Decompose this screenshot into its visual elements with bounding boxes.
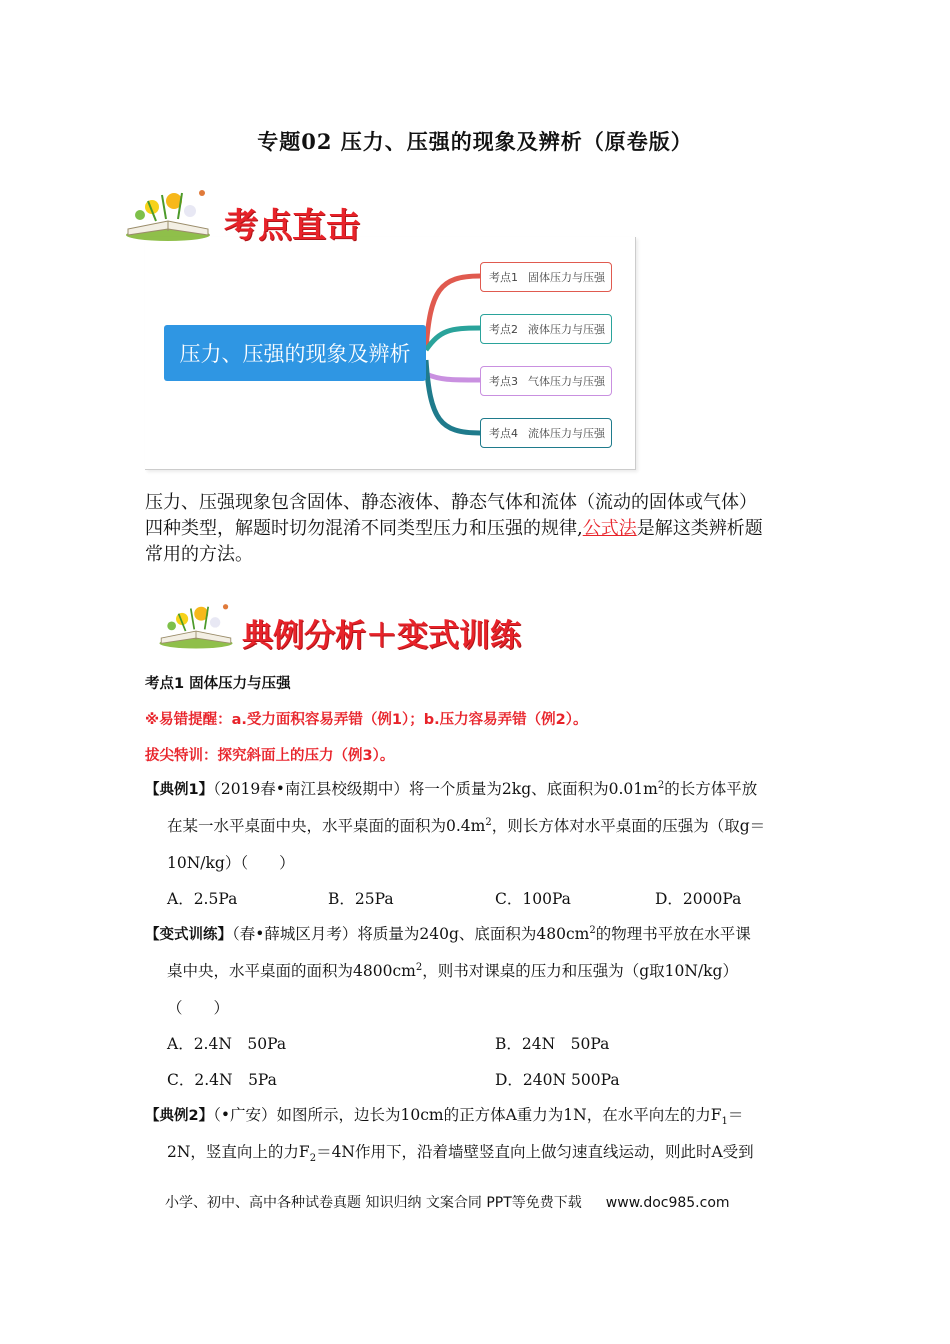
example2-line-2: 2N，竖直向上的力$F_2=4N$作用下，沿着墙壁竖直向上做匀速直线运动，则此时A受到 <box>167 1143 754 1165</box>
example2-line-1: 【典例2】（•广安）如图所示，边长为10cm的正方体A重力为1N，在水平向左的力$F_1=$ <box>145 1106 744 1128</box>
intro-line-1: 压力、压强现象包含固体、静态液体、静态气体和流体（流动的固体或气体） <box>145 492 757 513</box>
variant-tag: 【变式训练】 <box>145 927 232 943</box>
section-banner-dianli: 典例分析＋变式训练 <box>242 618 521 654</box>
section-heading: 考点1 固体压力与压强 <box>145 676 291 692</box>
intro-line-3: 常用的方法。 <box>145 544 253 565</box>
example1-option-d: D．2000Pa <box>655 890 742 908</box>
formula-method-link[interactable]: 公式法 <box>582 518 637 539</box>
branch-key: 考点2 <box>489 323 518 336</box>
example1-line-3: 10N/kg）（ ） <box>167 854 295 872</box>
branch-key: 考点3 <box>489 375 518 388</box>
branch-label: 液体压力与压强 <box>528 323 605 336</box>
example1-option-b: B．25Pa <box>328 890 394 908</box>
variant1-option-a: A．2.4N 50Pa <box>167 1035 287 1053</box>
connector-2 <box>426 328 480 350</box>
variant1-option-b: B．24N 50Pa <box>495 1035 610 1053</box>
footer-text: 小学、初中、高中各种试卷真题 知识归纳 文案合同 PPT等免费下载 <box>165 1195 582 1211</box>
book-flowers-icon <box>156 598 236 652</box>
variant1-line-3: （ ） <box>167 999 230 1017</box>
section-banner-kaodian: 考点直击 <box>224 206 360 246</box>
mindmap-branch-4 <box>480 418 612 448</box>
mindmap-branch-1 <box>480 262 612 292</box>
mindmap-branch-3 <box>480 366 612 396</box>
connector-4 <box>426 360 480 433</box>
page-title: 专题02 压力、压强的现象及辨析（原卷版） <box>257 129 693 154</box>
variant1-option-c: C．2.4N 5Pa <box>167 1071 277 1089</box>
mindmap-connectors <box>0 0 950 480</box>
connector-3 <box>426 374 480 380</box>
branch-label: 流体压力与压强 <box>528 427 605 440</box>
example-tag: 【典例2】 <box>145 1108 214 1124</box>
branch-key: 考点1 <box>489 271 518 284</box>
example1-line-2: 在某一水平桌面中央，水平桌面的面积为$0.4m^2$，则长方体对水平桌面的压强为（取g＝ <box>167 816 766 835</box>
error-tip: ※易错提醒：a.受力面积容易弄错（例1）；b.压力容易弄错（例2）。 <box>145 712 588 728</box>
branch-key: 考点4 <box>489 427 518 440</box>
mindmap-central-node: 压力、压强的现象及辨析 <box>164 325 426 381</box>
example-tag: 【典例1】 <box>145 782 214 798</box>
variant1-option-d: D．240N 500Pa <box>495 1071 620 1089</box>
mindmap-branch-2 <box>480 314 612 344</box>
intro-line-2: 四种类型，解题时切勿混淆不同类型压力和压强的规律,公式法是解这类辨析题 <box>145 518 763 539</box>
example1-line-1: 【典例1】（2019春•南江县校级期中）将一个质量为2kg、底面积为$0.01m^2$的长方体平放 <box>145 779 758 798</box>
variant1-line-1: 【变式训练】（春•薛城区月考）将质量为240g、底面积为$480cm^2$的物理书平放在水平课 <box>145 924 751 943</box>
example1-option-a: A．2.5Pa <box>167 890 238 908</box>
example1-option-c: C．100Pa <box>495 890 571 908</box>
branch-label: 气体压力与压强 <box>528 375 605 388</box>
footer-url[interactable]: www.doc985.com <box>605 1195 730 1211</box>
page-footer <box>165 1192 730 1212</box>
special-training: 拔尖特训：探究斜面上的压力（例3）。 <box>145 748 395 764</box>
intro-paragraph <box>145 490 815 568</box>
branch-label: 固体压力与压强 <box>528 271 605 284</box>
variant1-line-2: 桌中央，水平桌面的面积为$4800cm^2$，则书对课桌的压力和压强为（g取10N/kg） <box>167 961 738 980</box>
